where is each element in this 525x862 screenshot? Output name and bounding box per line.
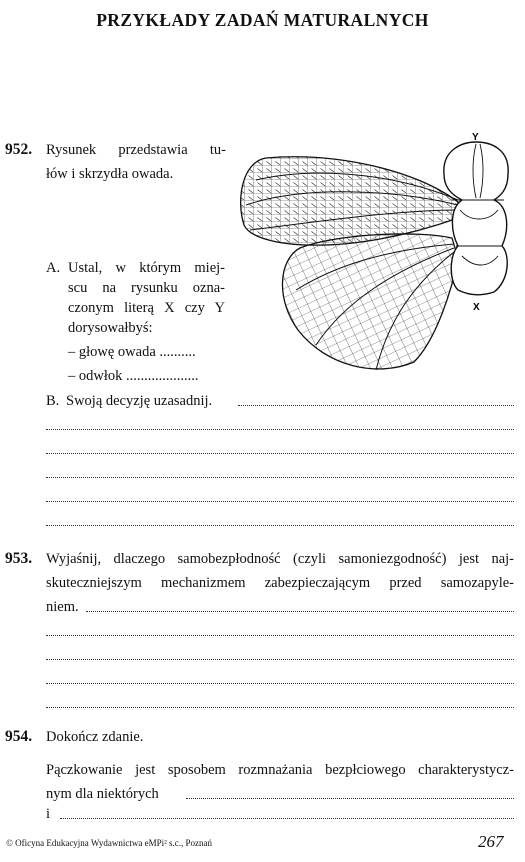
answer-line[interactable] xyxy=(186,798,514,799)
q952-answer-abdomen: – odwłok .................... xyxy=(68,368,199,384)
insect-thorax-wings-figure xyxy=(226,130,522,392)
q952-partA-line2: scu na rysunku ozna- xyxy=(68,280,225,296)
figure-label-y: Y xyxy=(472,132,479,143)
q952-text-line1: Rysunek przedstawia tu- xyxy=(46,142,226,158)
page-title: PRZYKŁADY ZADAŃ MATURALNYCH xyxy=(96,10,429,30)
answer-line[interactable] xyxy=(46,429,514,430)
q952-partB-text: Swoją decyzję uzasadnij. xyxy=(66,393,213,409)
answer-line[interactable] xyxy=(46,683,514,684)
q953-text-line3: niem. xyxy=(46,599,79,615)
answer-line[interactable] xyxy=(46,635,514,636)
publisher-footer: © Oficyna Edukacyjna Wydawnictwa eMPi² s.c., Poznań xyxy=(6,838,213,848)
q954-text-line3: nym dla niektórych xyxy=(46,786,159,802)
answer-line[interactable] xyxy=(60,818,514,819)
answer-line[interactable] xyxy=(46,659,514,660)
q952-partB-label: B. xyxy=(46,393,60,409)
answer-line[interactable] xyxy=(238,405,514,406)
q952-partA-line3: czonym literą X czy Y xyxy=(68,300,225,316)
question-number-952: 952. xyxy=(5,141,33,158)
q952-answer-head: – głowę owada .......... xyxy=(68,344,196,360)
answer-line[interactable] xyxy=(46,477,514,478)
q953-text-line1: Wyjaśnij, dlaczego samobezpłodność (czyli samoniezgodność) jest naj- xyxy=(46,551,514,567)
figure-label-x: X xyxy=(473,302,480,313)
q954-text-line2: Pączkowanie jest sposobem rozmnażania bezpłciowego charakterystycz- xyxy=(46,762,514,778)
q952-text-line2: łów i skrzydła owada. xyxy=(46,166,174,182)
answer-line[interactable] xyxy=(46,525,514,526)
q952-partA-label: A. xyxy=(46,260,61,276)
answer-line[interactable] xyxy=(46,501,514,502)
q954-text-line4: i xyxy=(46,806,51,822)
answer-line[interactable] xyxy=(46,707,514,708)
q953-text-line2: skuteczniejszym mechanizmem zabezpieczającym przed samozapyle- xyxy=(46,575,514,591)
question-number-953: 953. xyxy=(5,550,33,567)
question-number-954: 954. xyxy=(5,728,33,745)
answer-line[interactable] xyxy=(86,611,514,612)
answer-line[interactable] xyxy=(46,453,514,454)
q954-instruction: Dokończ zdanie. xyxy=(46,729,144,745)
page-number: 267 xyxy=(478,832,504,851)
q952-partA-line4: dorysowałbyś: xyxy=(68,320,153,336)
q952-partA-line1: Ustal, w którym miej- xyxy=(68,260,225,276)
